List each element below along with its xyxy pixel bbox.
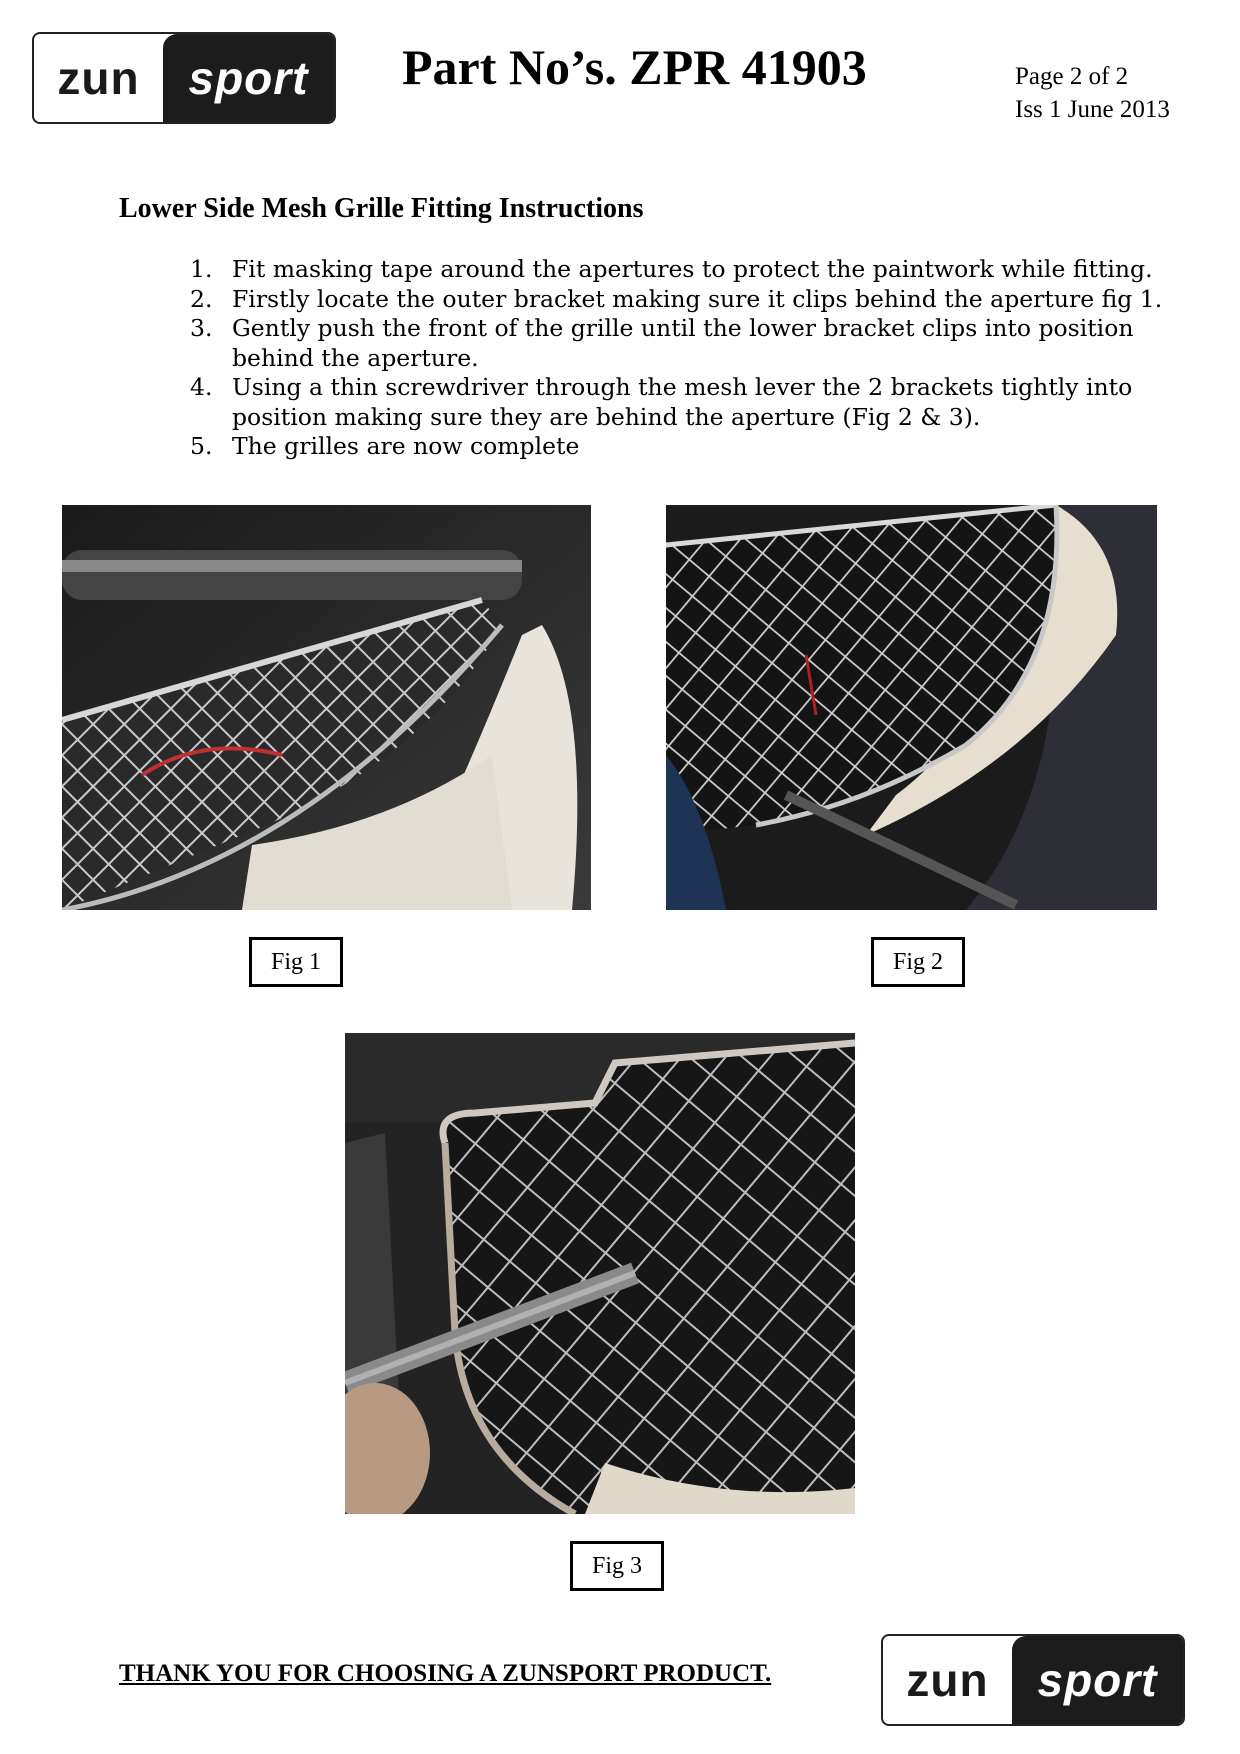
step-text: Using a thin screwdriver through the mesh lever the 2 brackets tightly into position making sure they are behind the aperture (Fig 2 & 3). (232, 373, 1133, 431)
step-number: 4. (190, 373, 213, 401)
step-item (190, 285, 1190, 315)
step-number: 3. (190, 314, 213, 342)
logo-text-sport: sport (1012, 1636, 1183, 1724)
fig1-photo (62, 505, 591, 910)
step-text: The grilles are now complete (232, 432, 580, 460)
fig2-photo (666, 505, 1157, 910)
logo-text-zun: zun (906, 1654, 989, 1706)
step-item (190, 373, 1190, 432)
zunsport-logo (32, 32, 336, 124)
step-number: 5. (190, 432, 213, 460)
step-item (190, 255, 1190, 285)
page-info (1015, 60, 1170, 126)
fig1-caption: Fig 1 (249, 937, 343, 987)
fig2-caption: Fig 2 (871, 937, 965, 987)
fig3-caption: Fig 3 (570, 1541, 664, 1591)
instruction-steps (190, 255, 1190, 462)
thank-you-message: THANK YOU FOR CHOOSING A ZUNSPORT PRODUCT. (119, 1660, 772, 1687)
step-text: Firstly locate the outer bracket making sure it clips behind the aperture fig 1. (232, 284, 1163, 313)
step-number: 1. (190, 255, 213, 283)
step-number: 2. (190, 284, 213, 313)
step-text: Fit masking tape around the apertures to protect the paintwork while fitting. (232, 255, 1153, 283)
logo-text-sport: sport (163, 34, 334, 122)
part-number-title: Part No’s. ZPR 41903 (402, 39, 867, 95)
section-heading: Lower Side Mesh Grille Fitting Instructions (119, 193, 644, 224)
zunsport-logo-footer (881, 1634, 1185, 1726)
logo-text-zun: zun (57, 52, 140, 104)
fig3-photo (345, 1033, 855, 1514)
step-text: Gently push the front of the grille until the lower bracket clips into position behind the aperture. (232, 314, 1134, 372)
step-item (190, 432, 1190, 462)
issue-date: Iss 1 June 2013 (1015, 96, 1170, 123)
step-item (190, 314, 1190, 373)
page-number: Page 2 of 2 (1015, 63, 1129, 90)
